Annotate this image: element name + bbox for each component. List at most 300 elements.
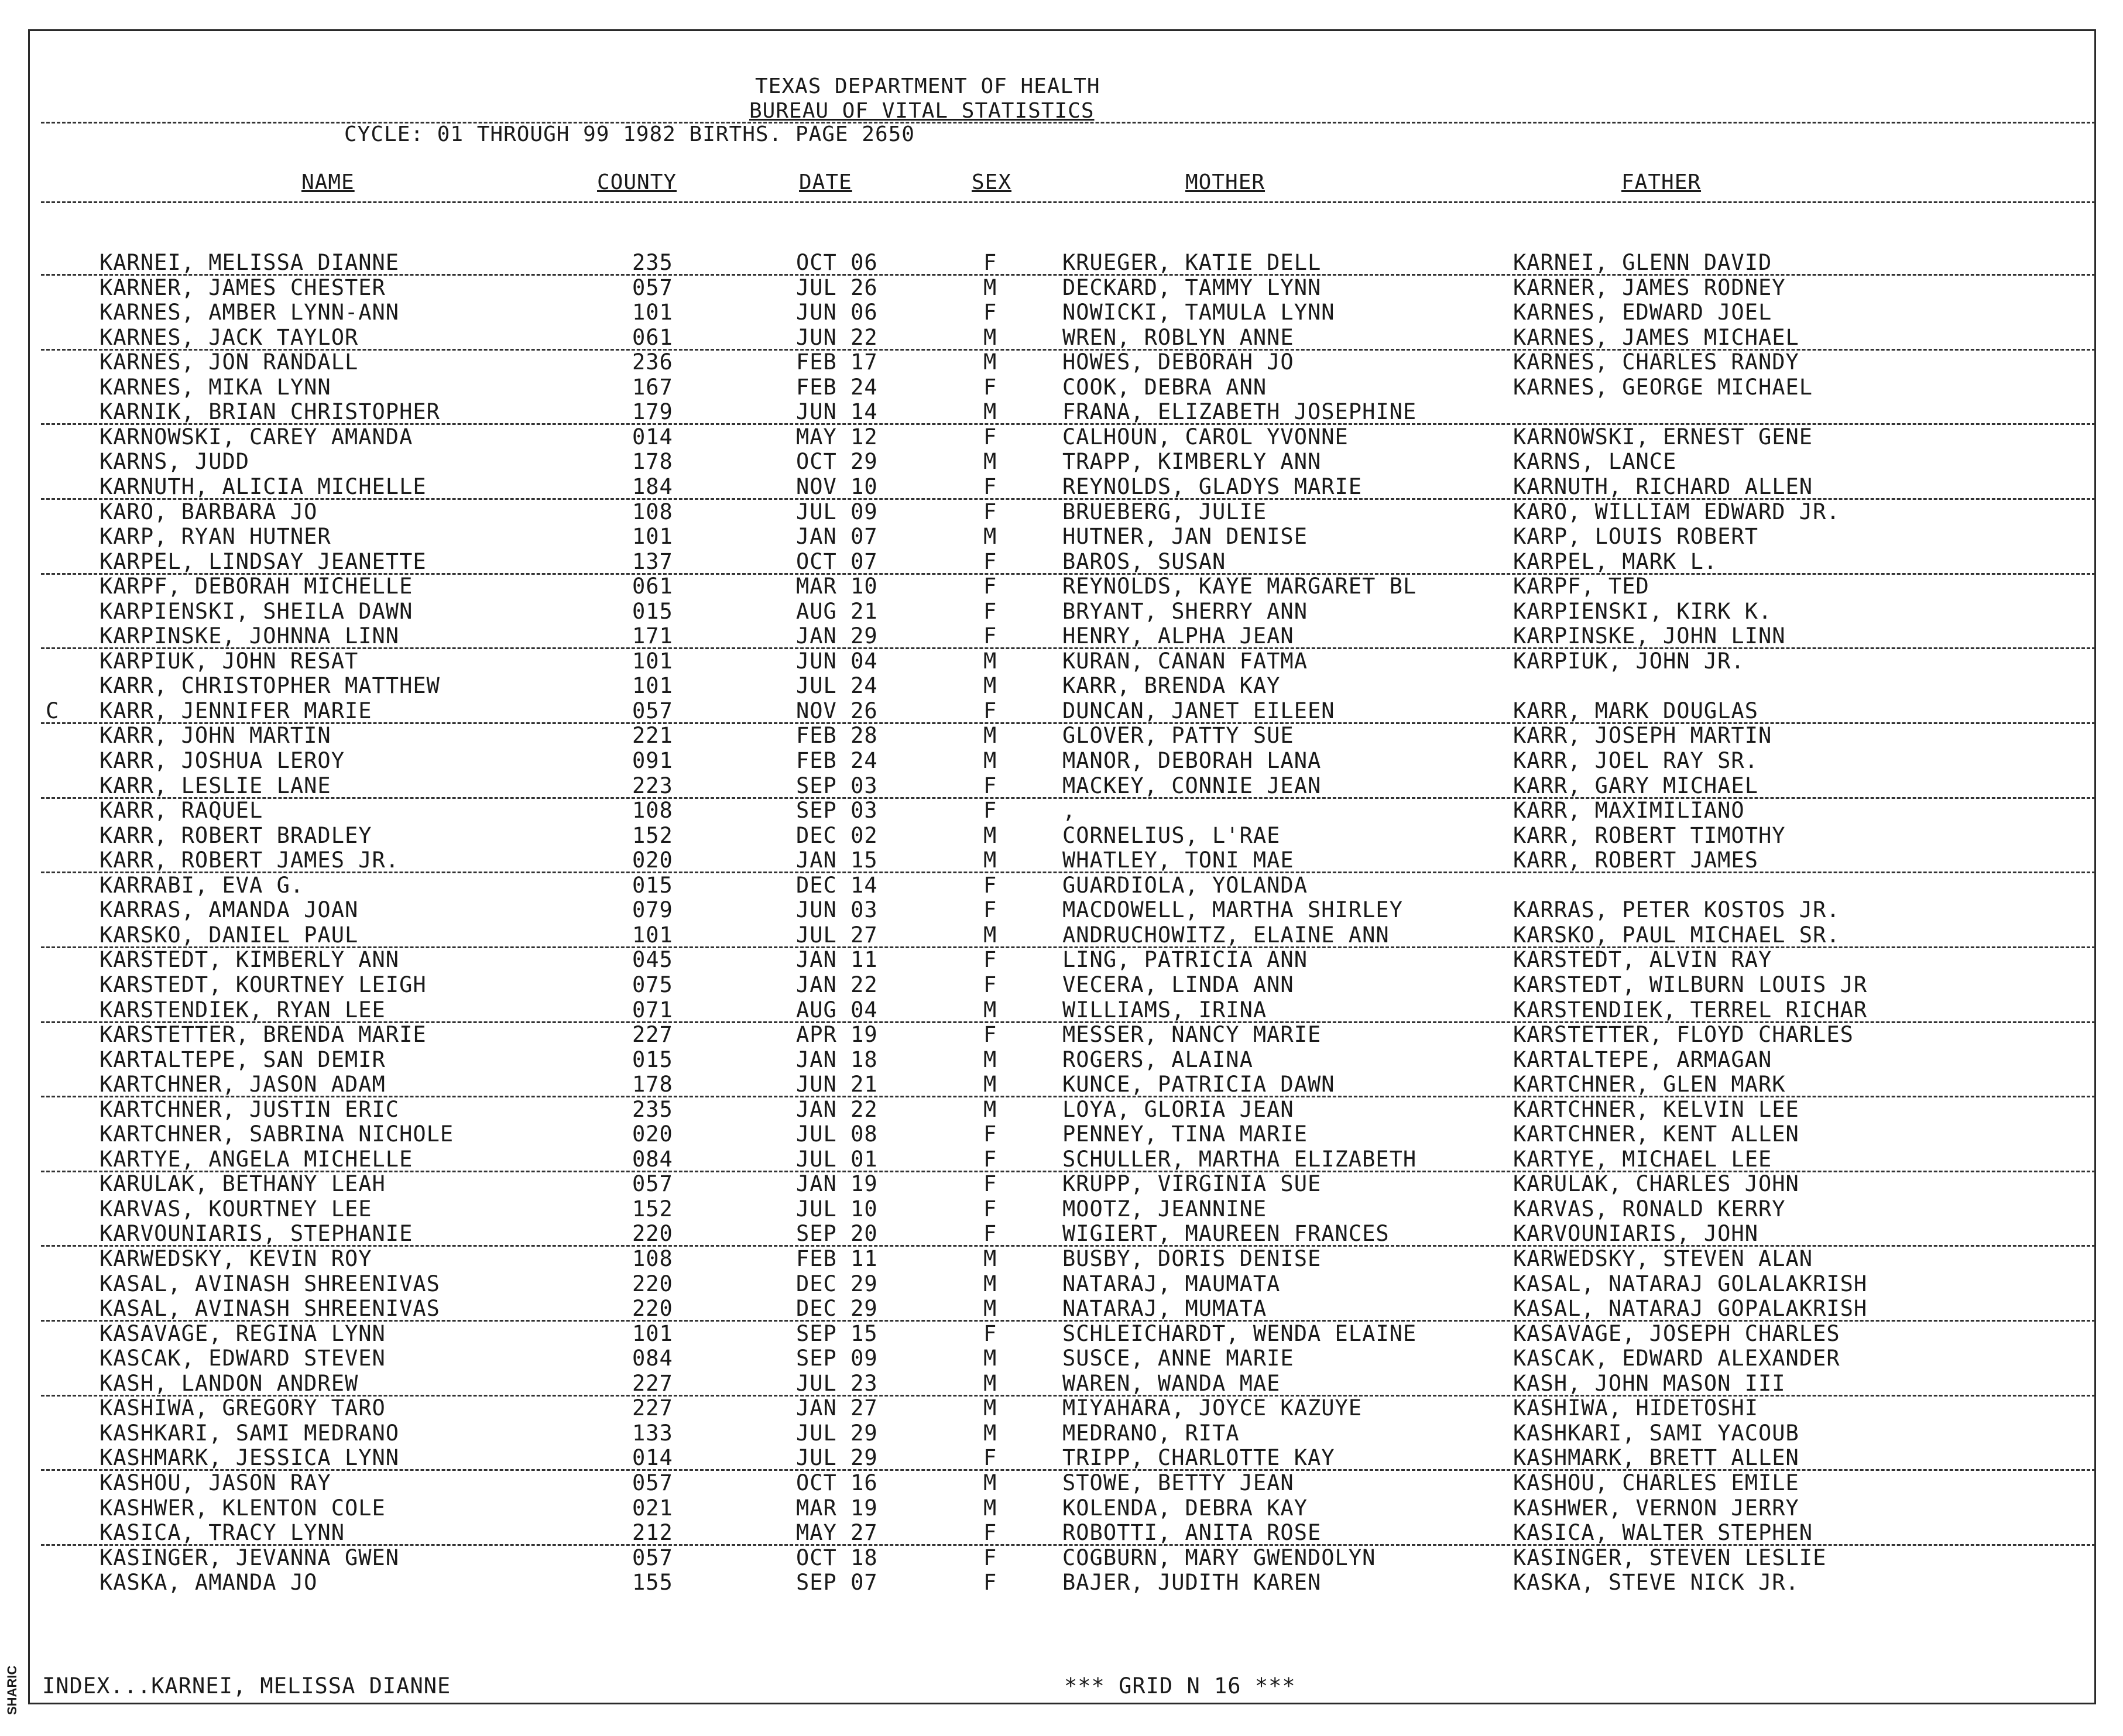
record-father: KARNER, JAMES RODNEY [1513,275,1786,300]
record-county: 015 [632,1047,673,1072]
record-mother: CALHOUN, CAROL YVONNE [1062,424,1349,450]
record-county: 178 [632,449,673,475]
record-row [0,1147,2123,1172]
record-father: KARULAK, CHARLES JOHN [1513,1171,1799,1197]
record-mother: CORNELIUS, L'RAE [1062,822,1281,848]
record-mother: WAREN, WANDA MAE [1062,1370,1281,1396]
record-name: KARNES, MIKA LYNN [100,374,331,400]
record-father: KARNEI, GLENN DAVID [1513,250,1772,275]
record-name: KARTYE, ANGELA MICHELLE [100,1146,413,1172]
record-row [0,1496,2123,1521]
record-sex: M [983,822,997,848]
record-date: JAN 22 [796,972,878,997]
record-father: KASICA, WALTER STEPHEN [1513,1520,1813,1546]
record-mother: BRUEBERG, JULIE [1062,499,1267,524]
record-row [0,400,2123,424]
record-name: KARPIENSKI, SHEILA DAWN [100,598,413,624]
record-row [0,1072,2123,1097]
record-father: KASCAK, EDWARD ALEXANDER [1513,1346,1840,1371]
record-name: KASAL, AVINASH SHREENIVAS [100,1296,440,1322]
record-date: JAN 29 [796,623,878,649]
bureau-title: BUREAU OF VITAL STATISTICS [749,99,1095,123]
record-county: 235 [632,1096,673,1122]
record-date: OCT 07 [796,548,878,574]
record-date: JUN 06 [796,300,878,325]
record-sex: F [983,1570,997,1596]
record-mother: SCHULLER, MARTHA ELIZABETH [1062,1146,1417,1172]
record-name: KARNUTH, ALICIA MICHELLE [100,474,427,499]
record-county: 178 [632,1072,673,1097]
record-father: KARPINSKE, JOHN LINN [1513,623,1786,649]
record-date: DEC 14 [796,872,878,898]
record-name: KASKA, AMANDA JO [100,1570,318,1596]
record-sex: M [983,1495,997,1521]
record-father: KARSTENDIEK, TERREL RICHAR [1513,997,1868,1023]
record-row [0,425,2123,450]
record-father: KARTALTEPE, ARMAGAN [1513,1047,1772,1072]
record-county: 220 [632,1271,673,1296]
record-father: KARR, GARY MICHAEL [1513,773,1758,798]
column-header-name: NAME [301,170,355,194]
record-father: KASHWER, VERNON JERRY [1513,1495,1799,1521]
record-county: 061 [632,574,673,599]
record-county: 221 [632,723,673,749]
record-mother: WIGIERT, MAUREEN FRANCES [1062,1221,1390,1247]
record-mother: HENRY, ALPHA JEAN [1062,623,1294,649]
record-father: KARPEL, MARK L. [1513,548,1718,574]
record-date: JUL 10 [796,1196,878,1222]
record-mother: TRIPP, CHARLOTTE KAY [1062,1445,1335,1471]
record-date: JUN 14 [796,399,878,425]
record-sex: F [983,474,997,499]
record-date: AUG 04 [796,997,878,1023]
record-county: 045 [632,947,673,973]
record-father: KARR, ROBERT TIMOTHY [1513,822,1786,848]
record-date: MAY 27 [796,1520,878,1546]
record-name: KARSKO, DANIEL PAUL [100,922,359,948]
record-name: KARPIUK, JOHN RESAT [100,648,359,674]
record-father: KARVOUNIARIS, JOHN [1513,1221,1758,1247]
record-county: 212 [632,1520,673,1546]
record-date: JUN 21 [796,1072,878,1097]
record-father: KARPIENSKI, KIRK K. [1513,598,1772,624]
record-date: JUL 26 [796,275,878,300]
record-date: DEC 02 [796,822,878,848]
record-name: KARRABI, EVA G. [100,872,304,898]
record-date: OCT 18 [796,1545,878,1570]
record-father: KASH, JOHN MASON III [1513,1370,1786,1396]
record-sex: F [983,1022,997,1048]
column-header-date: DATE [799,170,852,194]
record-date: JUL 29 [796,1420,878,1446]
record-mother: MACDOWELL, MARTHA SHIRLEY [1062,897,1403,923]
record-father: KARNOWSKI, ERNEST GENE [1513,424,1813,450]
record-county: 179 [632,399,673,425]
record-mother: BAJER, JUDITH KAREN [1062,1570,1322,1596]
record-name: KASHMARK, JESSICA LYNN [100,1445,400,1471]
record-mother: REYNOLDS, GLADYS MARIE [1062,474,1363,499]
record-sex: M [983,848,997,873]
record-date: JAN 11 [796,947,878,973]
record-date: SEP 03 [796,773,878,798]
record-mother: KOLENDA, DEBRA KAY [1062,1495,1308,1521]
record-date: OCT 29 [796,449,878,475]
record-father: KASHOU, CHARLES EMILE [1513,1470,1799,1495]
record-date: NOV 26 [796,698,878,723]
record-mother: LING, PATRICIA ANN [1062,947,1308,973]
record-name: KASCAK, EDWARD STEVEN [100,1346,386,1371]
record-father: KASKA, STEVE NICK JR. [1513,1570,1799,1596]
record-date: JAN 27 [796,1395,878,1421]
record-county: 220 [632,1296,673,1322]
record-mother: ANDRUCHOWITZ, ELAINE ANN [1062,922,1390,948]
record-mother: LOYA, GLORIA JEAN [1062,1096,1294,1122]
record-row [0,1296,2123,1321]
record-row [0,524,2123,549]
record-row [0,1446,2123,1470]
grid-footer: *** GRID N 16 *** [1064,1673,1296,1699]
record-sex: F [983,1445,997,1471]
record-father: KASAL, NATARAJ GOPALAKRISH [1513,1296,1868,1322]
record-date: SEP 20 [796,1221,878,1247]
record-date: SEP 07 [796,1570,878,1596]
record-county: 014 [632,424,673,450]
record-father: KASHIWA, HIDETOSHI [1513,1395,1758,1421]
record-name: KARNOWSKI, CAREY AMANDA [100,424,413,450]
record-father: KASHKARI, SAMI YACOUB [1513,1420,1799,1446]
record-row [0,624,2123,649]
record-father: KARPIUK, JOHN JR. [1513,648,1745,674]
record-county: 101 [632,300,673,325]
record-sex: M [983,1395,997,1421]
agency-title: TEXAS DEPARTMENT OF HEALTH [755,74,1100,98]
record-name: KARNES, JACK TAYLOR [100,324,359,350]
record-sex: F [983,598,997,624]
record-mother: HUTNER, JAN DENISE [1062,524,1308,550]
record-date: JUL 23 [796,1370,878,1396]
record-mother: COOK, DEBRA ANN [1062,374,1267,400]
record-date: AUG 21 [796,598,878,624]
record-county: 227 [632,1022,673,1048]
side-stamp: SHARIC [5,1665,19,1715]
column-header-divider [41,201,2095,203]
record-father: KARSTETTER, FLOYD CHARLES [1513,1022,1854,1048]
record-date: NOV 10 [796,474,878,499]
record-name: KASICA, TRACY LYNN [100,1520,345,1546]
record-row [0,1048,2123,1072]
record-mother: WREN, ROBLYN ANNE [1062,324,1294,350]
record-sex: F [983,1196,997,1222]
record-row [0,475,2123,499]
record-father: KARTCHNER, KELVIN LEE [1513,1096,1799,1122]
record-mother: MANOR, DEBORAH LANA [1062,748,1322,773]
record-mother: HOWES, DEBORAH JO [1062,349,1294,375]
record-sex: M [983,1296,997,1322]
record-date: MAR 19 [796,1495,878,1521]
record-sex: M [983,648,997,674]
record-date: OCT 16 [796,1470,878,1495]
record-name: KARNIK, BRIAN CHRISTOPHER [100,399,440,425]
record-sex: F [983,1320,997,1346]
record-father: KARR, MAXIMILIANO [1513,798,1745,824]
record-date: SEP 15 [796,1320,878,1346]
record-county: 084 [632,1146,673,1172]
record-date: SEP 09 [796,1346,878,1371]
record-name: KARPEL, LINDSAY JEANETTE [100,548,427,574]
record-sex: M [983,748,997,773]
record-father: KARNES, EDWARD JOEL [1513,300,1772,325]
record-county: 101 [632,673,673,699]
record-county: 184 [632,474,673,499]
record-date: FEB 17 [796,349,878,375]
record-date: JUL 27 [796,922,878,948]
record-father: KARTCHNER, KENT ALLEN [1513,1121,1799,1147]
record-row [0,1471,2123,1495]
record-father: KARNUTH, RICHARD ALLEN [1513,474,1813,499]
record-father: KARO, WILLIAM EDWARD JR. [1513,499,1840,524]
record-row [0,251,2123,275]
record-mother: KARR, BRENDA KAY [1062,673,1281,699]
record-name: KARNES, AMBER LYNN-ANN [100,300,400,325]
record-row [0,1272,2123,1296]
record-mother: STOWE, BETTY JEAN [1062,1470,1294,1495]
record-row [0,450,2123,474]
record-name: KARSTETTER, BRENDA MARIE [100,1022,427,1048]
record-name: KARR, JOSHUA LEROY [100,748,345,773]
record-county: 235 [632,250,673,275]
record-date: FEB 24 [796,374,878,400]
record-sex: M [983,1370,997,1396]
record-row [0,1570,2123,1595]
record-date: FEB 28 [796,723,878,749]
record-row [0,923,2123,948]
record-county: 101 [632,524,673,550]
record-sex: F [983,300,997,325]
record-father: KASINGER, STEVEN LESLIE [1513,1545,1827,1570]
record-mother: FRANA, ELIZABETH JOSEPHINE [1062,399,1417,425]
record-father: KASAL, NATARAJ GOLALAKRISH [1513,1271,1868,1296]
record-father: KARWEDSKY, STEVEN ALAN [1513,1246,1813,1271]
record-father: KARTCHNER, GLEN MARK [1513,1072,1786,1097]
record-row [0,550,2123,574]
record-row [0,1122,2123,1147]
record-row [0,848,2123,873]
record-date: APR 19 [796,1022,878,1048]
record-row [0,1322,2123,1346]
record-mother: ROGERS, ALAINA [1062,1047,1253,1072]
record-father: KARR, MARK DOUGLAS [1513,698,1758,723]
record-name: KARSTENDIEK, RYAN LEE [100,997,386,1023]
record-sex: F [983,1545,997,1570]
record-father: KARNES, GEORGE MICHAEL [1513,374,1813,400]
record-name: KARR, RAQUEL [100,798,263,824]
record-sex: M [983,275,997,300]
record-date: JUN 22 [796,324,878,350]
record-row [0,276,2123,300]
record-sex: M [983,1047,997,1072]
record-county: 084 [632,1346,673,1371]
record-mother: VECERA, LINDA ANN [1062,972,1294,997]
column-header-mother: MOTHER [1185,170,1265,194]
record-county: 137 [632,548,673,574]
record-row [0,749,2123,773]
column-header-sex: SEX [972,170,1012,194]
record-sex: F [983,773,997,798]
record-name: KARNER, JAMES CHESTER [100,275,386,300]
record-sex: F [983,499,997,524]
record-row [0,300,2123,325]
record-name: KASH, LANDON ANDREW [100,1370,359,1396]
record-name: KASAL, AVINASH SHREENIVAS [100,1271,440,1296]
record-father: KARR, ROBERT JAMES [1513,848,1758,873]
record-sex: M [983,1271,997,1296]
record-date: JUL 29 [796,1445,878,1471]
record-row [0,1521,2123,1545]
column-header-father: FATHER [1621,170,1702,194]
record-name: KARTCHNER, JASON ADAM [100,1072,386,1097]
record-sex: F [983,972,997,997]
record-county: 223 [632,773,673,798]
record-county: 101 [632,1320,673,1346]
record-mother: BAROS, SUSAN [1062,548,1226,574]
record-row [0,649,2123,674]
record-county: 227 [632,1370,673,1396]
record-sex: M [983,349,997,375]
record-row [0,1371,2123,1396]
record-sex: M [983,324,997,350]
record-mother: KRUPP, VIRGINIA SUE [1062,1171,1322,1197]
record-sex: M [983,1246,997,1271]
record-date: JUN 04 [796,648,878,674]
record-date: DEC 29 [796,1271,878,1296]
record-date: OCT 06 [796,250,878,275]
record-row [0,873,2123,898]
record-mother: DECKARD, TAMMY LYNN [1062,275,1322,300]
record-date: JAN 07 [796,524,878,550]
record-date: JUL 09 [796,499,878,524]
record-row [0,824,2123,848]
record-county: 057 [632,275,673,300]
record-date: JAN 22 [796,1096,878,1122]
record-date: FEB 24 [796,748,878,773]
record-sex: M [983,1346,997,1371]
record-name: KARTALTEPE, SAN DEMIR [100,1047,386,1072]
record-row [0,1172,2123,1196]
record-sex: M [983,922,997,948]
record-mother: TRAPP, KIMBERLY ANN [1062,449,1322,475]
record-name: KARSTEDT, KIMBERLY ANN [100,947,400,973]
record-sex: M [983,723,997,749]
record-father: KARR, JOEL RAY SR. [1513,748,1758,773]
record-date: JUL 24 [796,673,878,699]
record-sex: F [983,574,997,599]
record-county: 227 [632,1395,673,1421]
record-name: KARPINSKE, JOHNNA LINN [100,623,400,649]
record-county: 108 [632,1246,673,1271]
record-name: KARTCHNER, SABRINA NICHOLE [100,1121,454,1147]
record-county: 021 [632,1495,673,1521]
record-name: KARPF, DEBORAH MICHELLE [100,574,413,599]
record-name: KARSTEDT, KOURTNEY LEIGH [100,972,427,997]
record-sex: M [983,1420,997,1446]
record-county: 057 [632,1171,673,1197]
record-father: KARVAS, RONALD KERRY [1513,1196,1786,1222]
record-county: 091 [632,748,673,773]
record-mother: NATARAJ, MUMATA [1062,1296,1267,1322]
record-mother: NOWICKI, TAMULA LYNN [1062,300,1335,325]
record-father: KARSTEDT, ALVIN RAY [1513,947,1772,973]
record-row [0,1421,2123,1446]
record-row [0,1396,2123,1421]
record-mother: BUSBY, DORIS DENISE [1062,1246,1322,1271]
record-county: 133 [632,1420,673,1446]
record-row [0,1247,2123,1271]
record-county: 108 [632,798,673,824]
record-row [0,1546,2123,1570]
record-date: JUN 03 [796,897,878,923]
record-name: KARULAK, BETHANY LEAH [100,1171,386,1197]
record-name: KASINGER, JEVANNA GWEN [100,1545,400,1570]
record-county: 015 [632,598,673,624]
record-mother: WHATLEY, TONI MAE [1062,848,1294,873]
record-county: 020 [632,848,673,873]
record-county: 155 [632,1570,673,1596]
record-row [0,699,2123,723]
record-sex: M [983,1096,997,1122]
record-name: KASHOU, JASON RAY [100,1470,331,1495]
record-name: KARRAS, AMANDA JOAN [100,897,359,923]
record-date: JAN 18 [796,1047,878,1072]
record-sex: F [983,947,997,973]
record-mother: KRUEGER, KATIE DELL [1062,250,1322,275]
record-county: 014 [632,1445,673,1471]
record-sex: F [983,698,997,723]
record-name: KARO, BARBARA JO [100,499,318,524]
record-row [0,1097,2123,1122]
record-name: KARNES, JON RANDALL [100,349,359,375]
record-date: DEC 29 [796,1296,878,1322]
record-sex: F [983,250,997,275]
record-county: 057 [632,698,673,723]
record-sex: M [983,673,997,699]
record-row [0,574,2123,599]
record-row [0,998,2123,1023]
record-county: 108 [632,499,673,524]
record-mother: GUARDIOLA, YOLANDA [1062,872,1308,898]
record-county: 015 [632,872,673,898]
record-name: KARR, LESLIE LANE [100,773,331,798]
record-father: KARSTEDT, WILBURN LOUIS JR [1513,972,1868,997]
record-mother: MOOTZ, JEANNINE [1062,1196,1267,1222]
record-father: KASAVAGE, JOSEPH CHARLES [1513,1320,1840,1346]
record-name: KASAVAGE, REGINA LYNN [100,1320,386,1346]
record-row [0,599,2123,624]
record-sex: F [983,798,997,824]
record-sex: F [983,897,997,923]
record-date: JAN 15 [796,848,878,873]
record-row [0,674,2123,698]
record-father: KARP, LOUIS ROBERT [1513,524,1758,550]
record-father: KARR, JOSEPH MARTIN [1513,723,1772,749]
record-county: 236 [632,349,673,375]
record-row [0,973,2123,997]
record-county: 061 [632,324,673,350]
record-father: KARRAS, PETER KOSTOS JR. [1513,897,1840,923]
record-mother: MACKEY, CONNIE JEAN [1062,773,1322,798]
record-name: KARVOUNIARIS, STEPHANIE [100,1221,413,1247]
record-sex: F [983,424,997,450]
record-father: KARNES, CHARLES RANDY [1513,349,1799,375]
